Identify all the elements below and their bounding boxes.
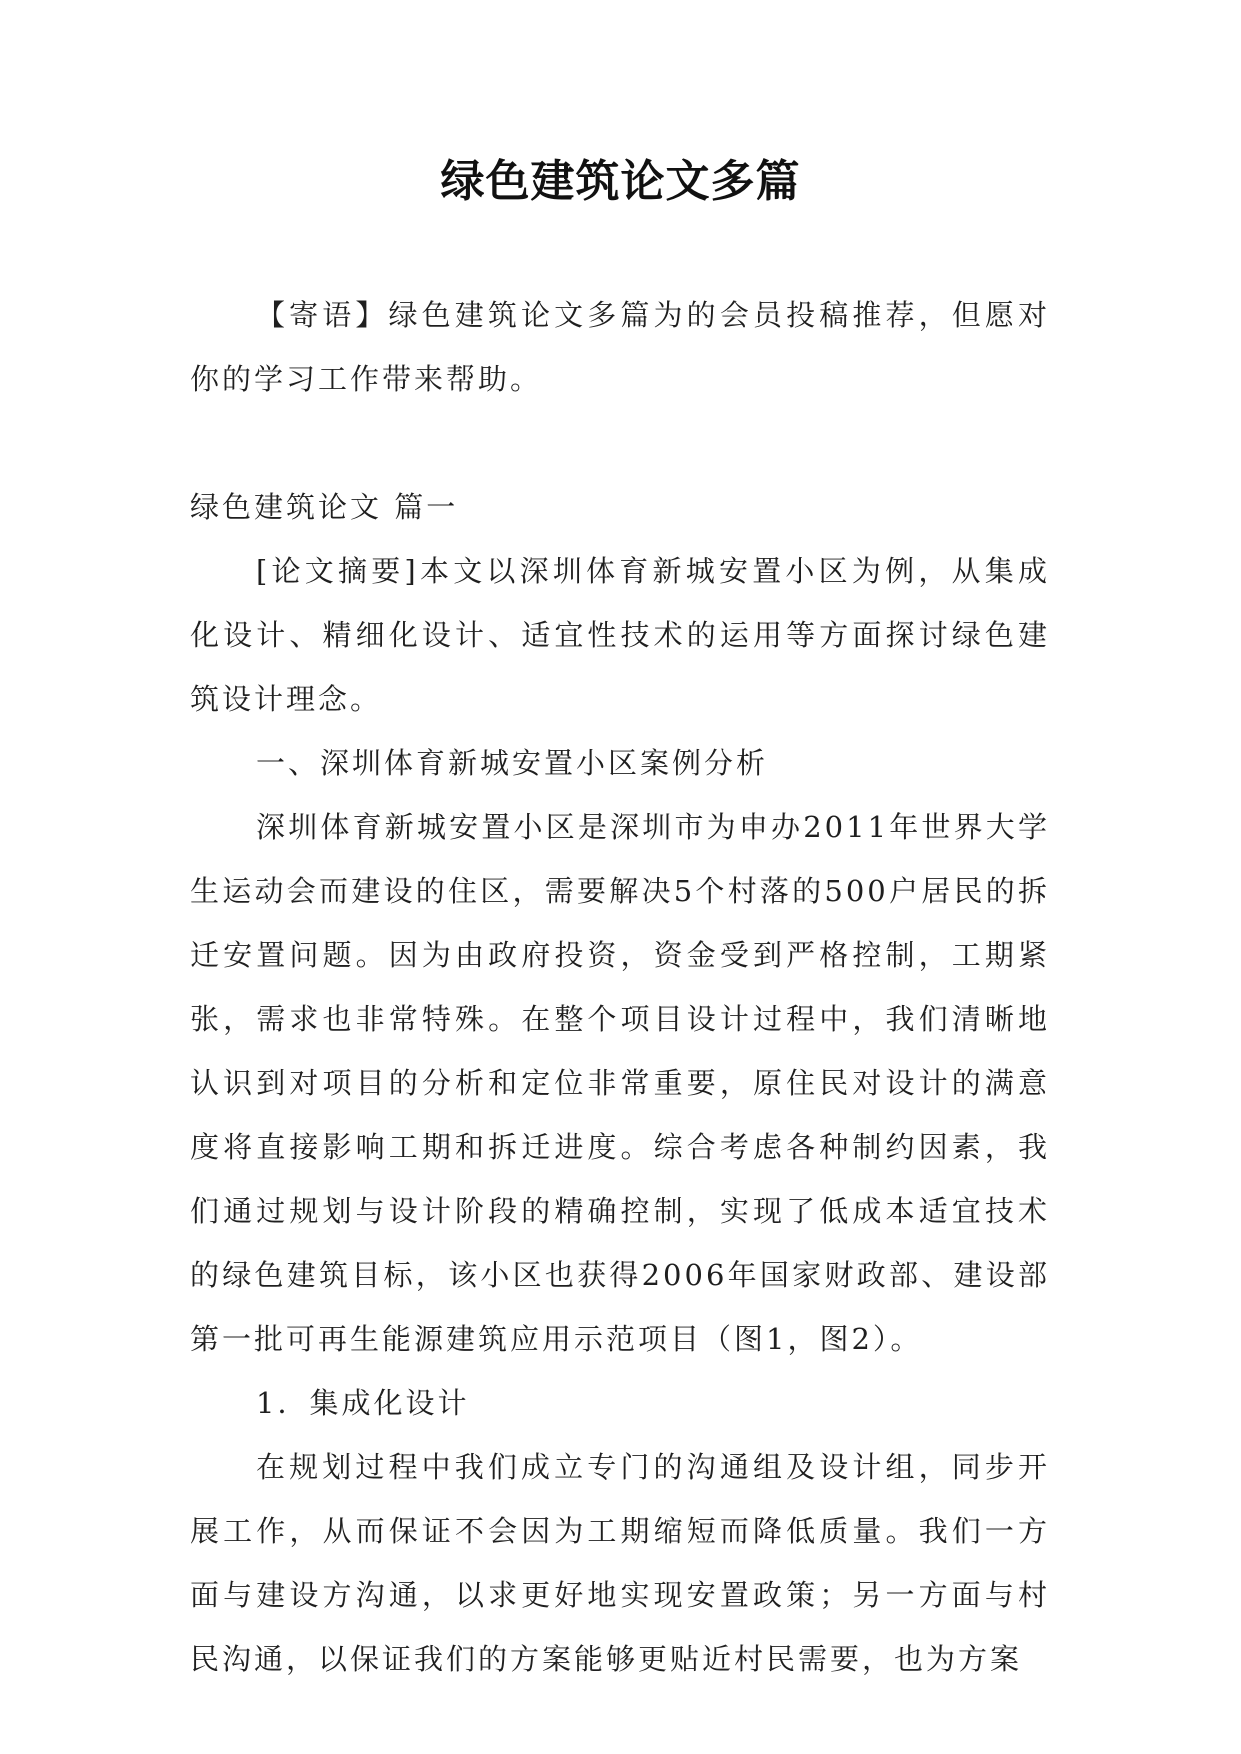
document-body (190, 283, 1050, 1691)
paragraph-spacer (190, 411, 1050, 475)
document-title: 绿色建筑论文多篇 (440, 156, 801, 207)
body-paragraph: 深圳体育新城安置小区是深圳市为申办2011年世界大学生运动会而建设的住区，需要解决5个村落的500户居民的拆迁安置问题。因为由政府投资，资金受到严格控制，工期紧张，需求也非常特殊。在整个项目设计过程中，我们清晰地认识到对项目的分析和定位非常重要，原住民对设计的满意度将直接影响工期和拆迁进度。综合考虑各种制约因素，我们通过规划与设计阶段的精确控制，实现了低成本适宜技术的绿色建筑目标，该小区也获得2006年国家财政部、建设部第一批可再生能源建筑应用示范项目（图1，图2）。 (190, 810, 1050, 1356)
subsection-heading: 一、深圳体育新城安置小区案例分析 (256, 746, 769, 780)
body-paragraph: 在规划过程中我们成立专门的沟通组及设计组，同步开展工作，从而保证不会因为工期缩短而降低质量。我们一方面与建设方沟通，以求更好地实现安置政策；另一方面与村民沟通，以保证我们的方案能够更贴近村民需要，也为方案 (190, 1450, 1050, 1676)
numbered-heading: 1．集成化设计 (256, 1386, 470, 1420)
foreword-paragraph: 【寄语】绿色建筑论文多篇为的会员投稿推荐，但愿对你的学习工作带来帮助。 (190, 298, 1050, 396)
section-heading: 绿色建筑论文 篇一 (190, 490, 459, 524)
abstract-paragraph: [论文摘要]本文以深圳体育新城安置小区为例，从集成化设计、精细化设计、适宜性技术的运用等方面探讨绿色建筑设计理念。 (190, 554, 1050, 716)
